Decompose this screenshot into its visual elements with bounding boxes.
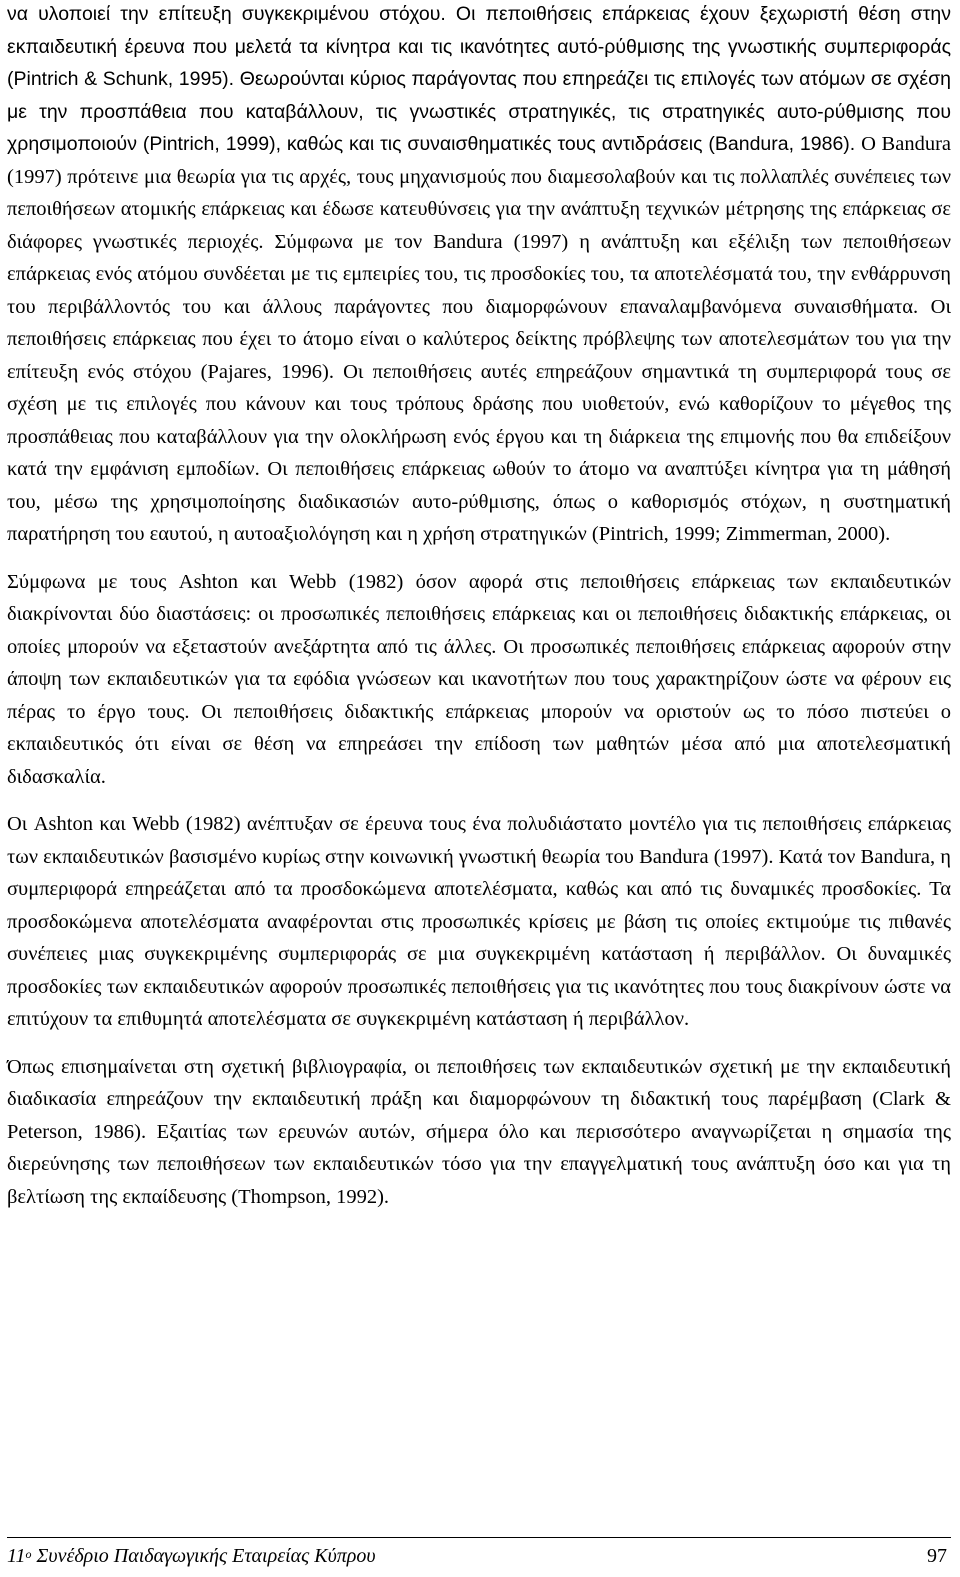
paragraph-gap bbox=[7, 1036, 951, 1051]
paragraph-gap bbox=[7, 551, 951, 566]
conference-number: 11 bbox=[7, 1545, 26, 1567]
paragraph-3-text: Οι Ashton και Webb (1982) ανέπτυξαν σε έρευνα τους ένα πολυδιάστατο μοντέλο για τις πεποιθήσεις επάρκειας των εκπαιδευτικών βασισμένο κυρίως στην κοινωνική γνωστική θεωρία του Bandura (1997). Κατά τον Bandura, η συμπεριφορά επηρεάζεται από τα προσδοκώμενα αποτελέσματα, καθώς και από τις δυναμικές προσδοκίες. Τα προσδοκώμενα αποτελέσματα αναφέρονται στις προσωπικές κρίσεις με βάση τις οποίες εκτιμούμε τις πιθανές συνέπειες μιας συγκεκριμένης συμπεριφοράς σε μια συγκεκριμένη κατάσταση ή περιβάλλον. Οι δυναμικές προσδοκίες των εκπαιδευτικών αφορούν προσωπικές πεποιθήσεις για τις ικανότητες που τους διακρίνουν ώστε να επιτύχουν τα επιθυμητά αποτελέσματα σε συγκεκριμένη κατάσταση ή περιβάλλον. bbox=[7, 813, 951, 1030]
paragraph-1-serif-segment: Ο Bandura (1997) πρότεινε μια θεωρία για τις αρχές, τους μηχανισμούς που διαμεσολαβούν και τις πολλαπλές συνέπειες των πεποιθήσεων ατομικής επάρκειας και έδωσε κατευθύνσεις για την ανάπτυξη τεχνικών μέτρησης της επάρκειας σε διάφορες γνωστικές περιοχές. Σύμφωνα με τον Bandura (1997) η ανάπτυξη και εξέλιξη των πεποιθήσεων επάρκειας ενός ατόμου συνδέεται με τις εμπειρίες του, τις προσδοκίες του, τα αποτελέσματά του, την ενθάρρυνση του περιβάλλοντός του και άλλους παράγοντες που διαμορφώνουν επαναλαμβανόμενα συναισθήματα. Οι πεποιθήσεις επάρκειας που έχει το άτομο είναι ο καλύτερος δείκτης πρόβλεψης των αποτελεσμάτων του για την επίτευξη ενός στόχου (Pajares, 1996). Οι πεποιθήσεις αυτές επηρεάζουν σημαντικά τη συμπεριφορά τους σε σχέση με τις επιλογές που κάνουν και τους τρόπους δράσης που υιοθετούν, ενώ καθορίζουν το μέγεθος της προσπάθειας που καταβάλλουν για την ολοκλήρωση ενός έργου και τη διάρκεια της επιμονής που θα επιδείξουν κατά την εμφάνιση εμποδίων. Οι πεποιθήσεις επάρκειας ωθούν το άτομο να αναπτύξει κίνητρα για τη μάθησή του, μέσω της χρησιμοποίησης διαδικασιών αυτο-ρύθμισης, όπως ο καθορισμός στόχων, η συστηματική παρατήρηση του εαυτού, η αυτοαξιολόγηση και η χρήση στρατηγικών (Pintrich, 1999; Zimmerman, 2000). bbox=[7, 133, 951, 545]
conference-ordinal: ο bbox=[25, 1547, 32, 1561]
conference-title bbox=[7, 1545, 376, 1567]
paragraph-1 bbox=[7, 0, 951, 551]
document-body bbox=[7, 0, 951, 1213]
conference-name: Συνέδριο Παιδαγωγικής Εταιρείας Κύπρου bbox=[36, 1545, 376, 1567]
paragraph-3 bbox=[7, 808, 951, 1036]
paragraph-2-text: Σύμφωνα με τους Ashton και Webb (1982) όσον αφορά στις πεποιθήσεις επάρκειας των εκπαιδευτικών διακρίνονται δύο διαστάσεις: οι προσωπικές πεποιθήσεις επάρκειας και οι πεποιθήσεις διδακτικής επάρκειας, οι οποίες μπορούν να εξεταστούν ανεξάρτητα από τις άλλες. Οι προσωπικές πεποιθήσεις επάρκειας αφορούν στην άποψη των εκπαιδευτικών για τα εφόδια γνώσεων και ικανοτήτων που τους χαρακτηρίζουν ώστε να φέρουν εις πέρας το έργο τους. Οι πεποιθήσεις διδακτικής επάρκειας μπορούν να οριστούν ως το πόσο πιστεύει ο εκπαιδευτικός ότι είναι σε θέση να επηρεάσει την επίδοση των μαθητών μέσα από μια αποτελεσματική διδασκαλία. bbox=[7, 570, 951, 788]
paragraph-4 bbox=[7, 1051, 951, 1214]
page-footer bbox=[7, 1537, 951, 1570]
paragraph-1-sans-segment: να υλοποιεί την επίτευξη συγκεκριμένου στόχου. Οι πεποιθήσεις επάρκειας έχουν ξεχωριστή θέση στην εκπαιδευτική έρευνα που μελετά τα κίνητρα και τις ικανότητες αυτό-ρύθμισης της γνωστικής συμπεριφοράς (Pintrich & Schunk, 1995). Θεωρούνται κύριος παράγοντας που επηρεάζει τις επιλογές των ατόμων σε σχέση με την προσπάθεια που καταβάλλουν, τις γνωστικές στρατηγικές, τις στρατηγικές αυτο-ρύθμισης που χρησιμοποιούν (Pintrich, 1999), καθώς και τις συναισθηματικές τους αντιδράσεις (Bandura, 1986). bbox=[7, 3, 951, 155]
paragraph-2 bbox=[7, 566, 951, 794]
paragraph-gap bbox=[7, 793, 951, 808]
paragraph-4-text: Όπως επισημαίνεται στη σχετική βιβλιογραφία, οι πεποιθήσεις των εκπαιδευτικών σχετική με την εκπαιδευτική διαδικασία επηρεάζουν την εκπαιδευτική πράξη και διαμορφώνουν τη διδακτική τους παρέμβαση (Clark & Peterson, 1986). Εξαιτίας των ερευνών αυτών, σήμερα όλο και περισσότερο αναγνωρίζεται η σημασία της διερεύνησης των πεποιθήσεων των εκπαιδευτικών τόσο για την επαγγελματική τους ανάπτυξη όσο και για τη βελτίωση της εκπαίδευσης (Thompson, 1992). bbox=[7, 1055, 951, 1208]
page-number: 97 bbox=[927, 1545, 947, 1567]
